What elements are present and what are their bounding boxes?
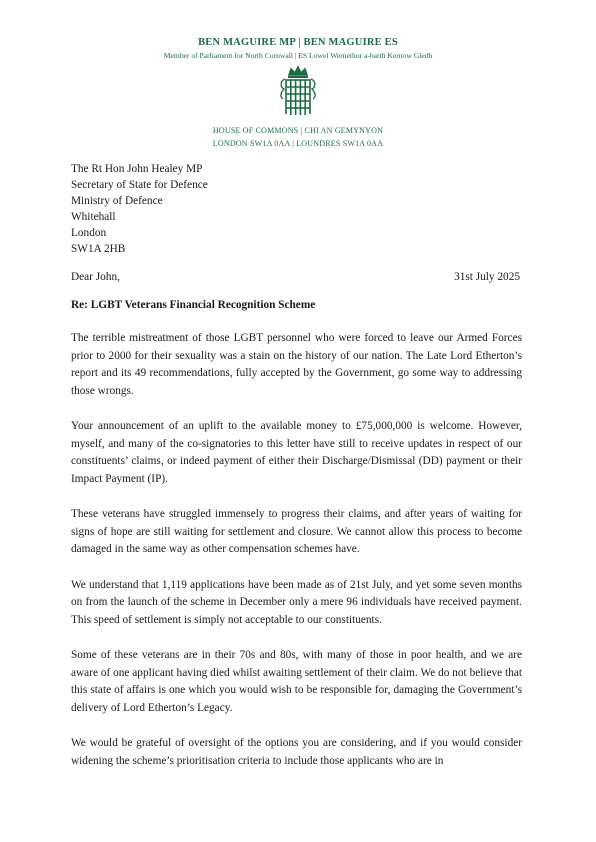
recipient-line: SW1A 2HB [71,243,126,255]
letterhead-address [0,125,596,150]
letterhead-name: BEN MAGUIRE MP | BEN MAGUIRE ES [198,37,398,48]
recipient-address [71,161,208,257]
body-paragraph: Your announcement of an uplift to the available money to £75,000,000 is welcome. However, myself, and many of the co-signatories to this letter have still to receive updates in respect of our constituents’ claims, or indeed payment of either their Discharge/Dismissal (DD) payment or their Impact Payment (IP). [71,420,522,485]
salutation: Dear John, [71,271,120,283]
body-paragraph: The terrible mistreatment of those LGBT personnel who were forced to leave our Armed Forces prior to 2000 for their sexuality was a stain on the history of our nation. The Late Lord Etherton’s report and its 49 recommendations, fully accepted by the Government, go some way to addressing those wrongs. [71,332,522,397]
recipient-line: Whitehall [71,211,116,223]
recipient-line: The Rt Hon John Healey MP [71,163,203,175]
portcullis-icon [277,65,319,119]
letterhead-address-line: LONDON SW1A 0AA | LOUNDRES SW1A 0AA [212,138,384,148]
body-paragraph: These veterans have struggled immensely to progress their claims, and after years of waiting for signs of hope are still waiting for settlement and closure. We cannot allow this process to become damaged in the same way as other compensation schemes have. [71,508,522,555]
recipient-line: Secretary of State for Defence [71,179,208,191]
letter-date: 31st July 2025 [454,271,520,283]
letterhead-subtitle: Member of Parliament for North Cornwall | ES Lowel Wernethor a-barth Kernow Gledh [163,51,433,60]
body-paragraph: Some of these veterans are in their 70s and 80s, with many of those in poor health, and we are aware of one applicant having died whilst awaiting settlement of their claim. We do not believe that this state of affairs is one which you would wish to be responsible for, damaging the Government’s delivery of Lord Etherton’s Legacy. [71,649,522,714]
recipient-line: London [71,227,107,239]
body-paragraph: We understand that 1,119 applications have been made as of 21st July, and yet some seven months on from the launch of the scheme in December only a mere 96 individuals have received payment. This speed of settlement is simply not acceptable to our constituents. [71,578,522,626]
letter-body [71,330,522,788]
recipient-line: Ministry of Defence [71,195,163,207]
subject-line: Re: LGBT Veterans Financial Recognition Scheme [71,299,316,311]
body-paragraph: We would be grateful of oversight of the options you are considering, and if you would consider widening the scheme’s prioritisation criteria to include those applicants who are in [71,737,522,767]
letterhead-address-line: HOUSE OF COMMONS | CHI AN GEMYNYON [212,126,384,135]
